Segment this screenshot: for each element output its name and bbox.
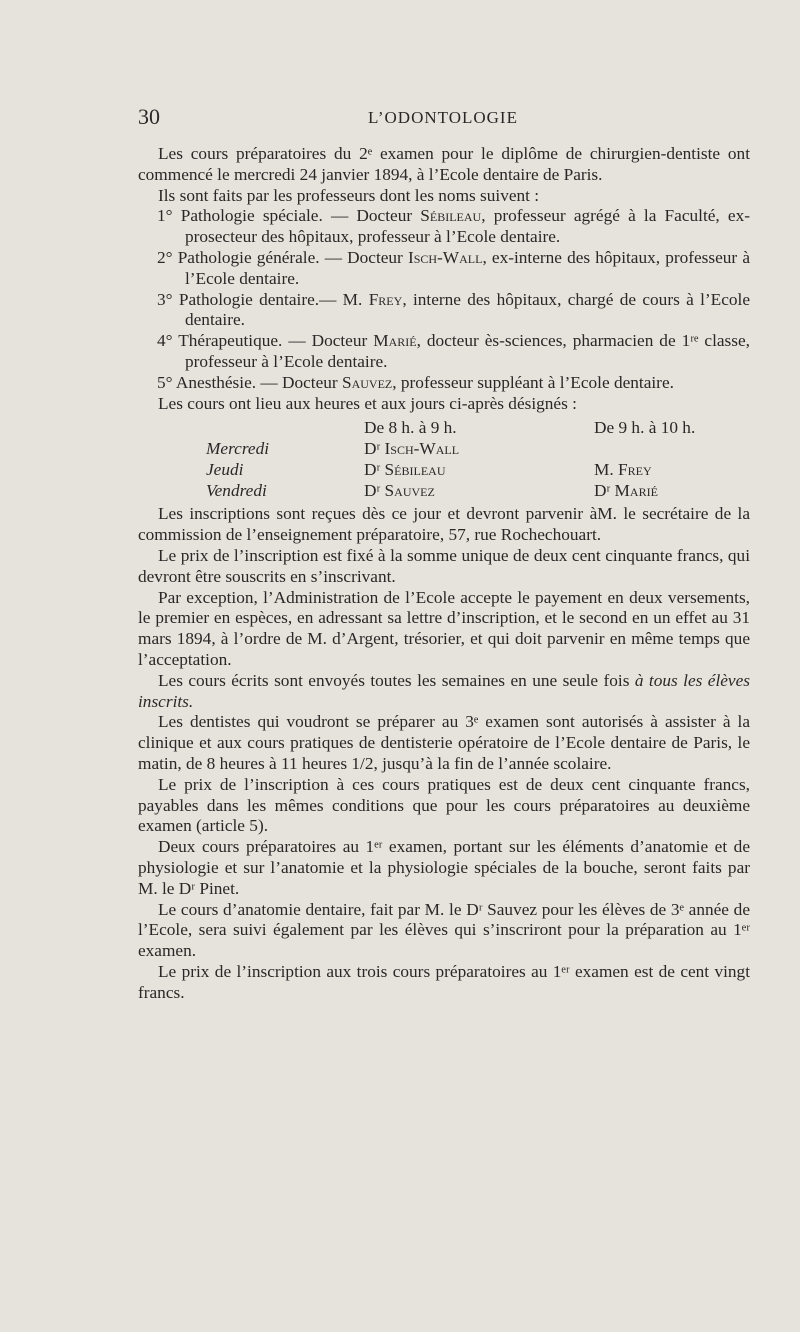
schedule-header: De 9 h. à 10 h. (594, 418, 696, 438)
paragraph: Deux cours préparatoires au 1ᵉʳ examen, portant sur les éléments d’anatomie et de physiologie et sur l’anatomie et la physiologie spéciales de la bouche, seront faits par M. le Dʳ Pinet. (138, 837, 750, 898)
course-item: 3° Pathologie dentaire.— M. Frey, interne des hôpitaux, chargé de cours à l’Ecole dentaire. (157, 289, 750, 330)
paragraph: Ils sont faits par les professeurs dont les noms suivent : (158, 185, 540, 205)
paragraph: Les cours préparatoires du 2ᵉ examen pour le diplôme de chirurgien-dentiste ont commencé le mercredi 24 janvier 1894, à l’Ecole dentaire de Paris. (138, 144, 750, 184)
paragraph: Les inscriptions sont reçues dès ce jour et devront parvenir àM. le secrétaire de la commission de l’enseignement préparatoire, 57, rue Rochechouart. (138, 504, 750, 545)
schedule-day: Vendredi (206, 481, 267, 501)
paragraph: Les cours écrits sont envoyés toutes les semaines en une seule fois à tous les élèves inscrits. (138, 670, 750, 711)
schedule-row (138, 438, 750, 459)
schedule-cell (594, 438, 750, 459)
professor-name: Frey (368, 289, 403, 309)
paragraph: Par exception, l’Administration de l’Ecole accepte le payement en deux versements, le premier en espèces, en adressant sa lettre d’inscription, et le second en un effet au 31 mars 1894, à l’ordre de M. d’Argent, trésorier, et qui doit parvenir en même temps que l’acceptation. (138, 587, 750, 669)
paragraph: Le prix de l’inscription aux trois cours préparatoires au 1ᵉʳ examen est de cent vingt francs. (138, 961, 750, 1002)
schedule-row (138, 480, 750, 501)
schedule-day: Mercredi (206, 439, 270, 459)
schedule-cell: Dʳ Isch-Wall (364, 439, 460, 459)
schedule-cell: Dʳ Marié (594, 481, 658, 501)
schedule-table (138, 417, 750, 501)
professor-name: Isch-Wall (407, 247, 483, 267)
course-item: 1° Pathologie spéciale. — Docteur Sébileau, professeur agrégé à la Faculté, ex-prosecteur des hôpitaux, professeur à l’Ecole dentaire. (157, 206, 750, 247)
body-text (138, 144, 750, 1003)
page-number: 30 (138, 104, 160, 129)
schedule-header-row (138, 417, 750, 438)
course-item: 5° Anesthésie. — Docteur Sauvez, professeur suppléant à l’Ecole dentaire. (157, 372, 674, 392)
paragraph: Les dentistes qui voudront se préparer au 3ᵉ examen sont autorisés à assister à la clinique et aux cours pratiques de dentisterie opératoire de l’Ecole dentaire de Paris, le matin, de 8 heures à 11 heures 1/2, jusqu’à la fin de l’année scolaire. (138, 712, 750, 773)
schedule-cell: Dʳ Sébileau (364, 460, 446, 480)
schedule-cell: M. Frey (594, 460, 652, 480)
running-title: L’ODONTOLOGIE (368, 108, 518, 127)
professor-name: Marié (373, 331, 417, 351)
professor-name: Sauvez (341, 372, 393, 392)
professor-name: Sébileau (420, 206, 482, 226)
paragraph: Le cours d’anatomie dentaire, fait par M. le Dʳ Sauvez pour les élèves de 3ᵉ année de l’Ecole, sera suivi également par les élèves qui s’inscriront pour la préparation au 1ᵉʳ examen. (138, 899, 750, 961)
schedule-header: De 8 h. à 9 h. (364, 418, 457, 438)
page-header (138, 104, 748, 138)
course-item: 4° Thérapeutique. — Docteur Marié, docteur ès-sciences, pharmacien de 1ʳᵉ classe, professeur à l’Ecole dentaire. (157, 331, 750, 371)
schedule-row (138, 459, 750, 480)
paragraph: Le prix de l’inscription à ces cours pratiques est de deux cent cinquante francs, payables dans les mêmes conditions que pour les cours préparatoires au deuxième examen (article 5). (138, 774, 750, 836)
schedule-day: Jeudi (206, 460, 244, 480)
paragraph: Le prix de l’inscription est fixé à la somme unique de deux cent cinquante francs, qui devront être souscrits en s’inscrivant. (138, 545, 750, 586)
paragraph: Les cours ont lieu aux heures et aux jours ci-après désignés : (158, 393, 577, 413)
schedule-cell: Dʳ Sauvez (364, 481, 435, 501)
course-item: 2° Pathologie générale. — Docteur Isch-Wall, ex-interne des hôpitaux, professeur à l’Ecole dentaire. (157, 247, 750, 288)
